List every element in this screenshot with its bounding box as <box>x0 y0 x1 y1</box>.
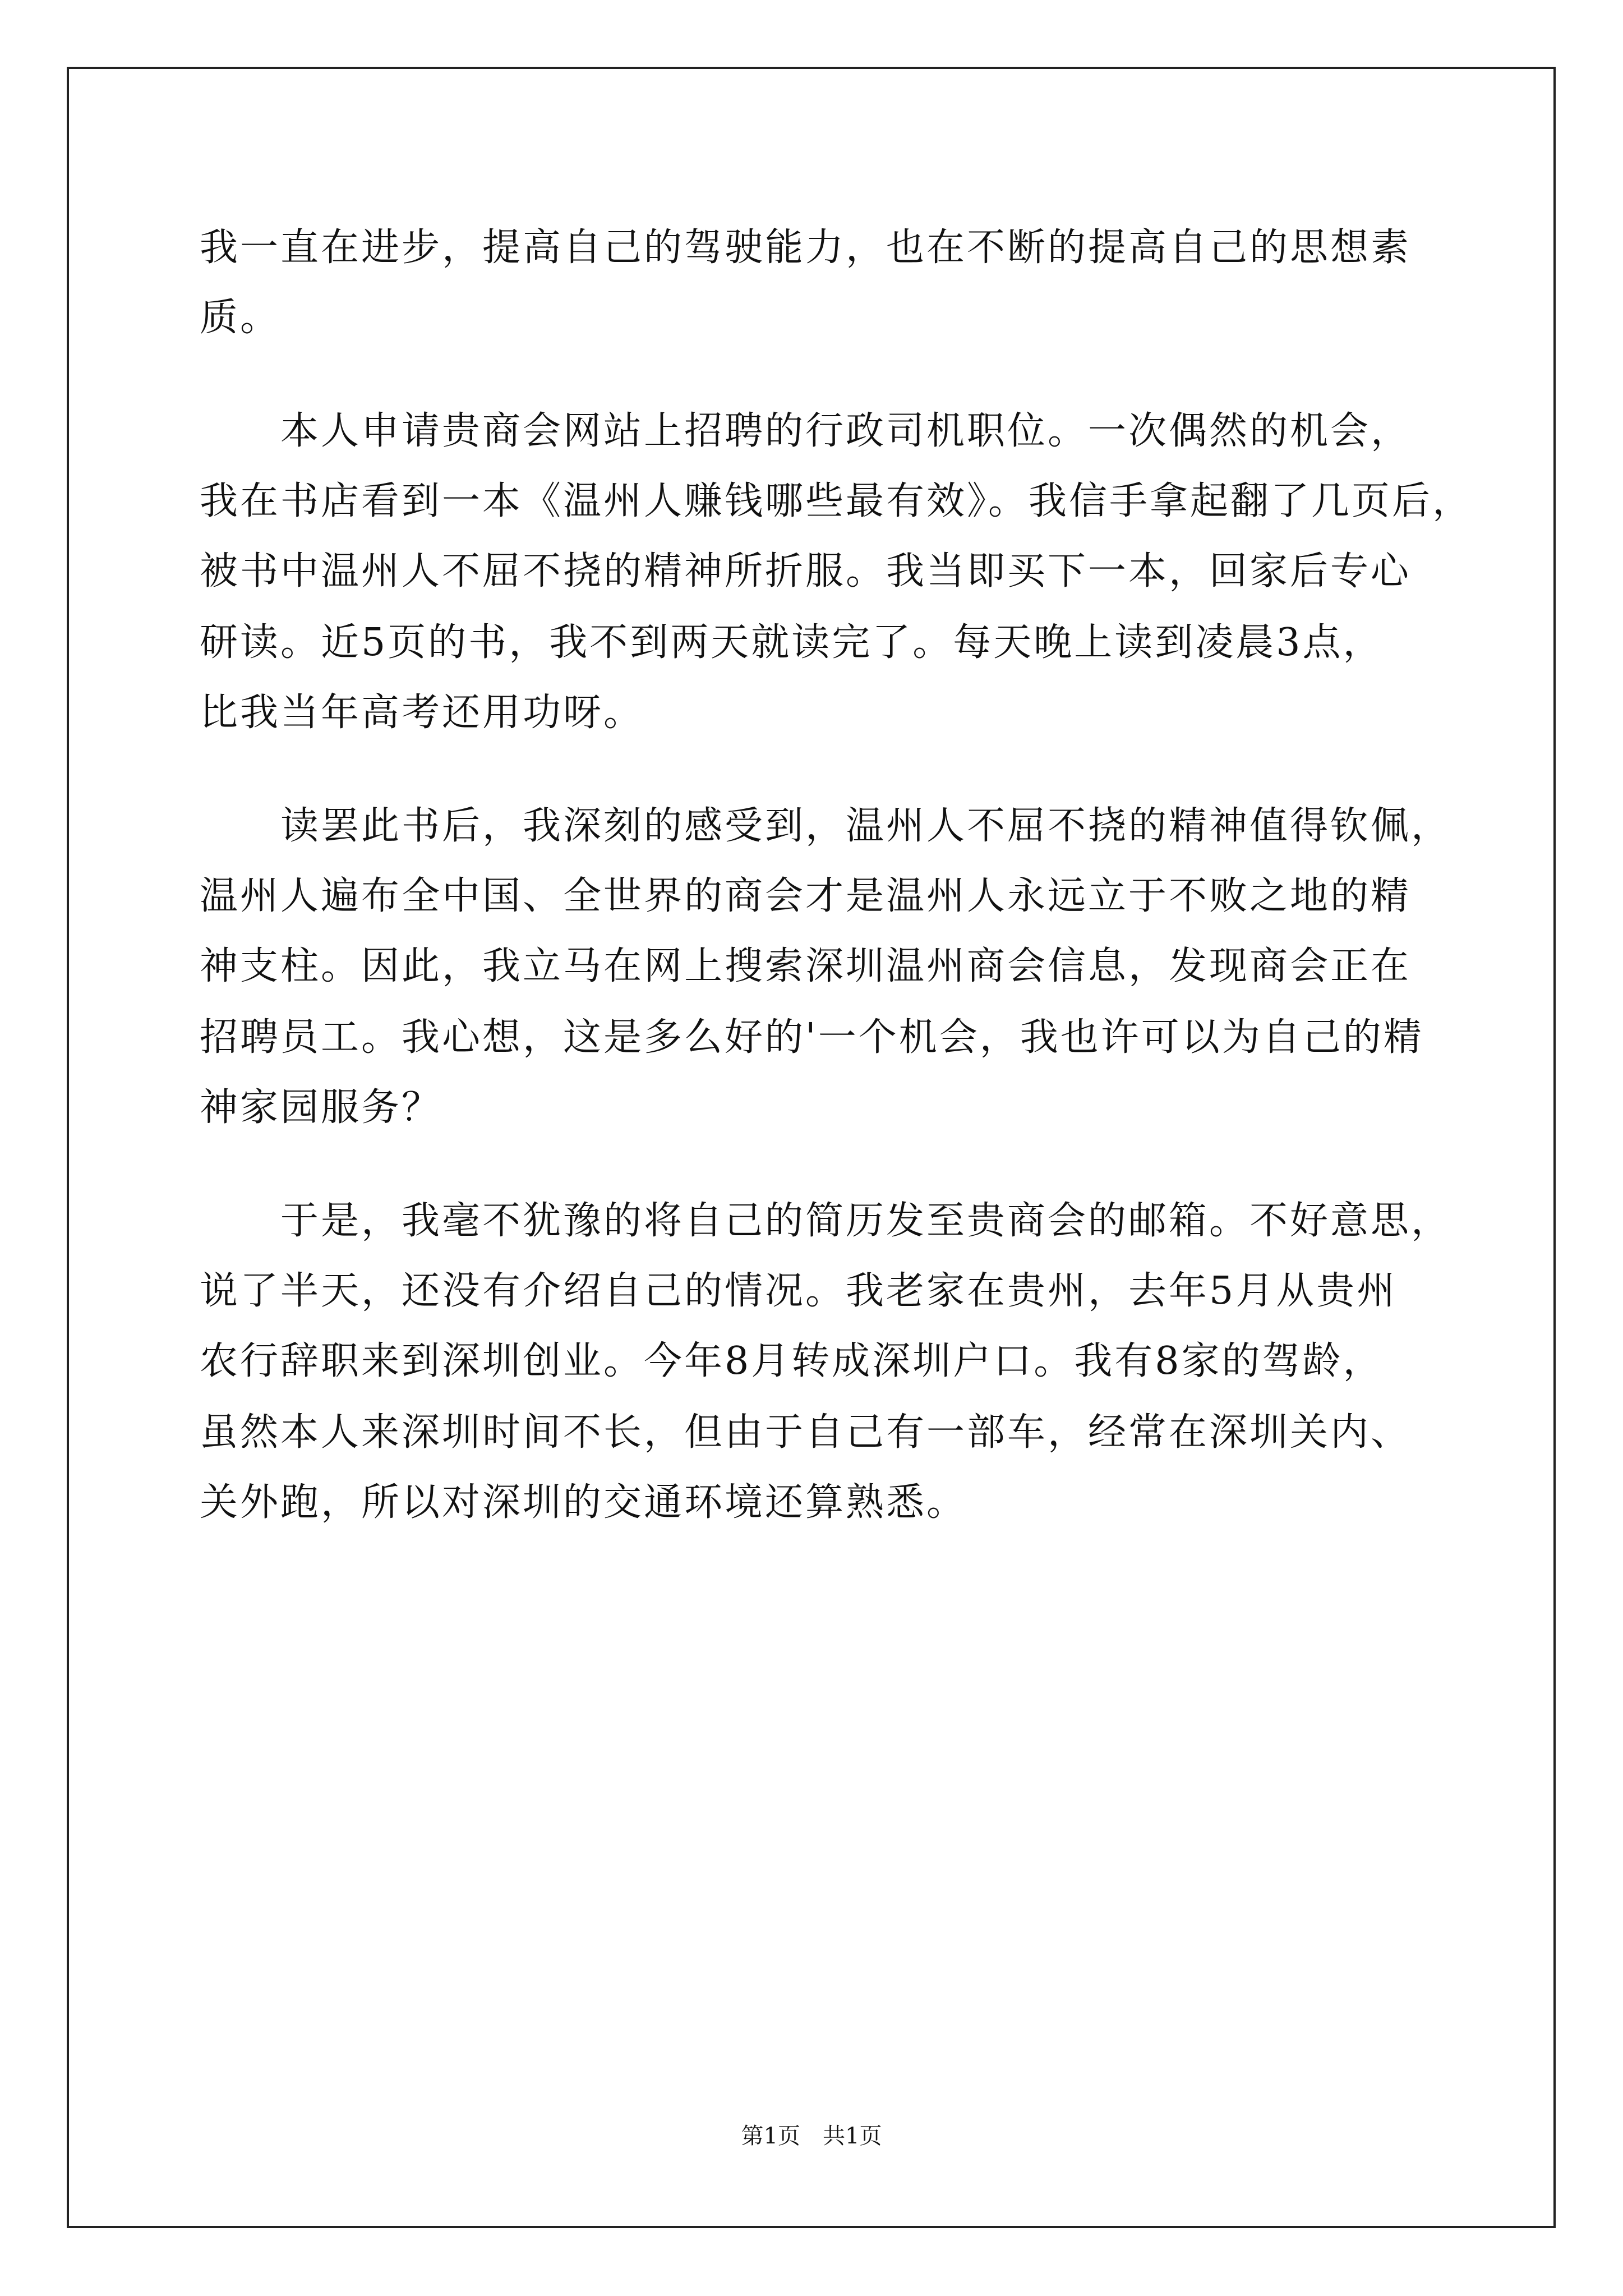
text-line: 农行辞职来到深圳创业。今年8月转成深圳户口。我有8家的驾龄， <box>200 1339 1384 1383</box>
text-line: 被书中温州人不屈不挠的精神所折服。我当即买下一本，回家后专心 <box>200 549 1412 593</box>
text-line: 虽然本人来深圳时间不长，但由于自己有一部车，经常在深圳关内、 <box>200 1410 1412 1455</box>
text-line: 神支柱。因此，我立马在网上搜索深圳温州商会信息，发现商会正在 <box>200 944 1412 988</box>
text-line: 说了半天，还没有介绍自己的情况。我老家在贵州，去年5月从贵州 <box>200 1269 1398 1313</box>
text-line: 我一直在进步，提高自己的驾驶能力，也在不断的提高自己的思想素 <box>200 226 1412 270</box>
page-footer: 第1页 共1页 <box>741 2123 882 2149</box>
text-line: 于是，我毫不犹豫的将自己的简历发至贵商会的邮箱。不好意思， <box>200 1199 1452 1243</box>
text-line: 研读。近5页的书，我不到两天就读完了。每天晚上读到凌晨3点， <box>200 620 1384 665</box>
text-line: 我在书店看到一本《温州人赚钱哪些最有效》。我信手拿起翻了几页后， <box>200 479 1473 523</box>
text-line: 温州人遍布全中国、全世界的商会才是温州人永远立于不败之地的精 <box>200 874 1412 918</box>
text-line: 招聘员工。我心想，这是多么好的'一个机会，我也许可以为自己的精 <box>200 1015 1424 1060</box>
page-border <box>67 67 1556 2228</box>
text-line: 读罢此书后，我深刻的感受到，温州人不屈不挠的精神值得钦佩， <box>200 804 1452 848</box>
text-line: 神家园服务？ <box>200 1085 442 1130</box>
text-line: 质。 <box>200 296 281 340</box>
text-line: 比我当年高考还用功呀。 <box>200 691 644 735</box>
text-line: 本人申请贵商会网站上招聘的行政司机职位。一次偶然的机会， <box>200 409 1412 453</box>
text-line: 关外跑，所以对深圳的交通环境还算熟悉。 <box>200 1480 967 1525</box>
